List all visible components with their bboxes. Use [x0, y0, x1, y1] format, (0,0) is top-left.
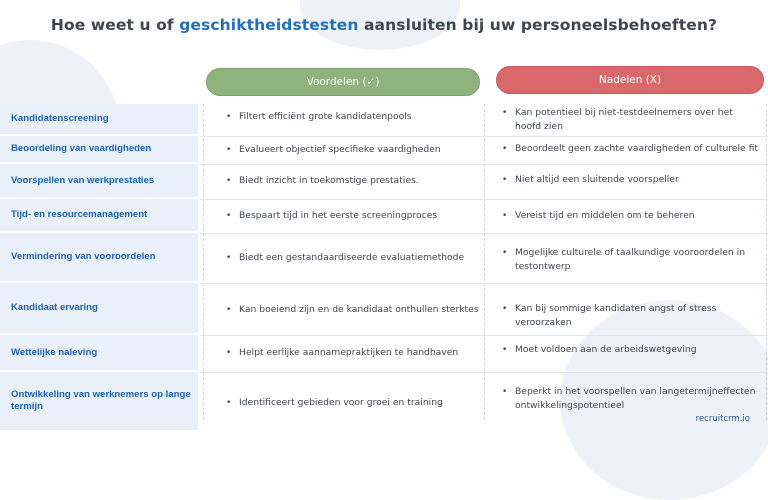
- row-divider: [200, 199, 768, 200]
- pro-item: [226, 143, 478, 157]
- pro-text: Filtert efficiënt grote kandidatenpools: [239, 111, 412, 122]
- bullet-icon: •: [502, 211, 508, 221]
- pro-text: Helpt eerlijke aannamepraktijken te handhaven: [239, 347, 459, 358]
- con-text: Beoordeelt geen zachte vaardigheden of culturele fit: [515, 143, 759, 154]
- bullet-icon: •: [226, 112, 232, 122]
- bullet-icon: •: [502, 248, 508, 258]
- pro-text: Bespaart tijd in het eerste screeningproces: [239, 210, 438, 221]
- brand-logo: recruitcrm.io: [695, 414, 750, 424]
- bullet-icon: •: [226, 348, 232, 358]
- bullet-icon: •: [226, 145, 232, 155]
- con-text: Niet altijd een sluitende voorspeller: [515, 174, 679, 185]
- bullet-icon: •: [502, 144, 508, 154]
- title-highlight: geschiktheidstesten: [179, 16, 359, 34]
- bullet-icon: •: [502, 387, 508, 397]
- category-label: Kandidaat ervaring: [0, 283, 198, 335]
- pros-header: Voordelen (✓): [206, 68, 480, 96]
- con-item: [502, 106, 760, 134]
- row-divider: [200, 233, 768, 234]
- con-item: [502, 173, 760, 187]
- category-label: Beoordeling van vaardigheden: [0, 136, 198, 164]
- page-title: [0, 16, 768, 34]
- title-prefix: Hoe weet u of: [50, 16, 180, 34]
- pro-item: [226, 110, 478, 124]
- con-item: [502, 302, 760, 330]
- con-item: [502, 142, 764, 156]
- pro-item: [226, 174, 478, 188]
- con-item: [502, 385, 764, 413]
- con-text: Kan bij sommige kandidaten angst of stress veroorzaken: [515, 303, 717, 328]
- row-divider: [200, 283, 768, 284]
- con-text: Moet voldoen aan de arbeidswetgeving: [515, 344, 697, 355]
- bullet-icon: •: [502, 304, 508, 314]
- con-text: Beperkt in het voorspellen van langetermijneffecten ontwikkelingspotentieel: [515, 386, 756, 411]
- bullet-icon: •: [226, 398, 232, 408]
- bullet-icon: •: [226, 211, 232, 221]
- cons-header: Nadelen (X): [496, 66, 764, 94]
- pro-item: [226, 346, 478, 360]
- pro-text: Kan boeiend zijn en de kandidaat onthullen sterktes: [239, 304, 479, 315]
- category-label: Wettelijke naleving: [0, 335, 198, 372]
- con-item: [502, 209, 760, 223]
- category-label: Kandidatenscreening: [0, 104, 198, 136]
- bullet-icon: •: [502, 108, 508, 118]
- pro-item: [226, 209, 478, 223]
- category-label: Tijd- en resourcemanagement: [0, 199, 198, 233]
- pro-item: [226, 303, 482, 317]
- pro-item: [226, 251, 478, 265]
- pro-text: Biedt een gestandaardiseerde evaluatiemethode: [239, 252, 465, 263]
- pro-item: [226, 396, 478, 410]
- row-divider: [200, 335, 768, 336]
- bullet-icon: •: [226, 253, 232, 263]
- con-item: [502, 246, 760, 274]
- bullet-icon: •: [502, 345, 508, 355]
- pro-text: Biedt inzicht in toekomstige prestaties.: [239, 175, 419, 186]
- title-suffix: aansluiten bij uw personeelsbehoeften?: [358, 16, 718, 34]
- bullet-icon: •: [226, 176, 232, 186]
- pro-text: Identificeert gebieden voor groei en training: [239, 397, 443, 408]
- con-item: [502, 343, 760, 357]
- pro-text: Evalueert objectief specifieke vaardigheden: [239, 144, 441, 155]
- row-divider: [200, 136, 768, 137]
- bullet-icon: •: [226, 305, 232, 315]
- bullet-icon: •: [502, 175, 508, 185]
- con-text: Mogelijke culturele of taalkundige vooroordelen in testontwerp: [515, 247, 746, 272]
- con-text: Kan potentieel bij niet-testdeelnemers over het hoofd zien: [515, 107, 733, 132]
- category-label: Ontwikkeling van werknemers op lange termijn: [0, 372, 198, 432]
- category-label: Voorspellen van werkprestaties: [0, 164, 198, 199]
- row-divider: [200, 164, 768, 165]
- row-divider: [200, 372, 768, 373]
- con-text: Vereist tijd en middelen om te beheren: [515, 210, 695, 221]
- category-label: Vermindering van vooroordelen: [0, 233, 198, 283]
